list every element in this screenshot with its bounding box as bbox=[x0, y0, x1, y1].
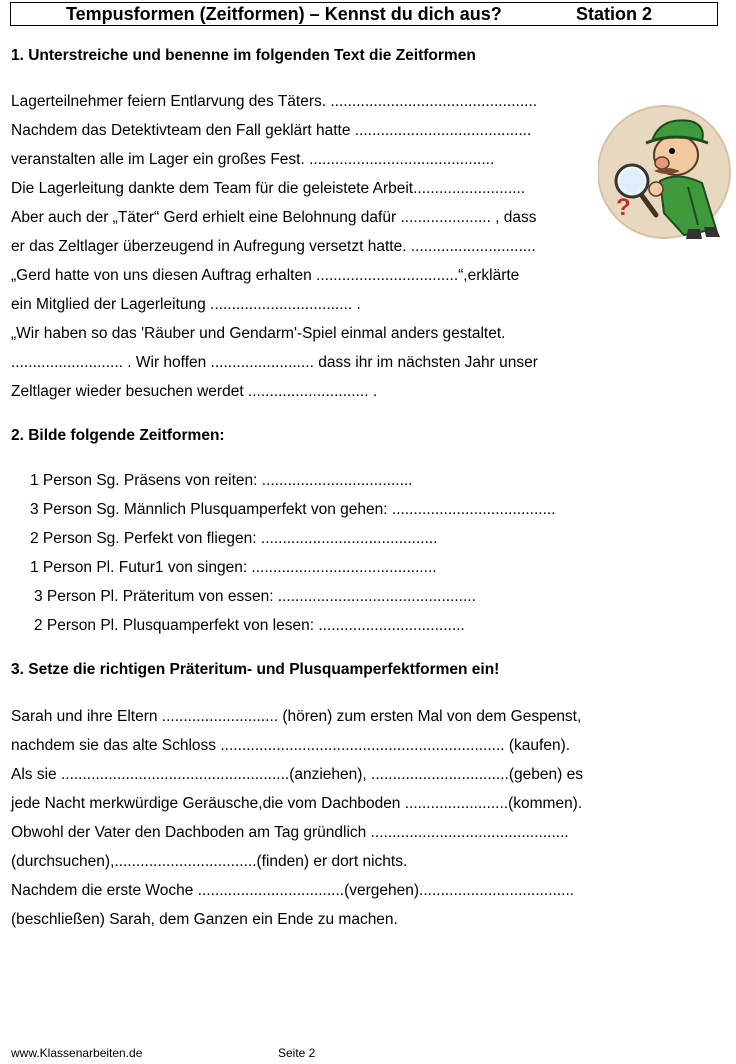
task1-line: Zeltlager wieder besuchen werdet ............................ . bbox=[11, 383, 378, 400]
task2-line: 2 Person Sg. Perfekt von fliegen: ......................................... bbox=[30, 530, 438, 547]
task3-line: (beschließen) Sarah, dem Ganzen ein Ende zu machen. bbox=[11, 911, 398, 928]
task3-line: jede Nacht merkwürdige Geräusche,die vom Dachboden ........................(kommen). bbox=[11, 795, 583, 812]
task1-line: .......................... . Wir hoffen ........................ dass ihr im nächsten Jahr unser bbox=[11, 354, 538, 371]
task1-line: „Wir haben so das 'Räuber und Gendarm'-Spiel einmal anders gestaltet. bbox=[11, 325, 506, 342]
detective-illustration bbox=[598, 103, 732, 241]
question-mark-glyph: ? bbox=[616, 194, 631, 221]
task3-line: (durchsuchen),.................................(finden) er dort nichts. bbox=[11, 853, 408, 870]
task1-line: veranstalten alle im Lager ein großes Fest. ........................................... bbox=[11, 151, 495, 168]
task3-line: Sarah und ihre Eltern ........................... (hören) zum ersten Mal von dem Gespenst, bbox=[11, 708, 582, 725]
task2-line: 1 Person Sg. Präsens von reiten: ................................... bbox=[30, 472, 413, 489]
detective-magnifier-icon bbox=[598, 103, 732, 241]
task2-heading: 2. Bilde folgende Zeitformen: bbox=[11, 427, 225, 444]
footer-page-number: Seite 2 bbox=[278, 1046, 316, 1060]
task3-line: Als sie .....................................................(anziehen), ................................(geben) es bbox=[11, 766, 583, 783]
task2-line: 2 Person Pl. Plusquamperfekt von lesen: .................................. bbox=[34, 617, 465, 634]
task2-line: 3 Person Pl. Präteritum von essen: .............................................. bbox=[34, 588, 476, 605]
station-label: Station 2 bbox=[576, 4, 653, 24]
task1-line: Lagerteilnehmer feiern Entlarvung des Täters. ................................................ bbox=[11, 93, 538, 110]
task1-line: „Gerd hatte von uns diesen Auftrag erhalten .................................“,erklärte bbox=[11, 267, 520, 284]
page-header bbox=[10, 2, 718, 26]
task2-line: 1 Person Pl. Futur1 von singen: ........................................... bbox=[30, 559, 437, 576]
task3-line: Obwohl der Vater den Dachboden am Tag gründlich .............................................. bbox=[11, 824, 569, 841]
task3-heading: 3. Setze die richtigen Präteritum- und Plusquamperfektformen ein! bbox=[11, 661, 500, 678]
task1-heading: 1. Unterstreiche und benenne im folgenden Text die Zeitformen bbox=[11, 47, 476, 64]
footer-website: www.Klassenarbeiten.de bbox=[11, 1046, 143, 1060]
page-title: Tempusformen (Zeitformen) – Kennst du dich aus? bbox=[66, 4, 502, 24]
task2-line: 3 Person Sg. Männlich Plusquamperfekt von gehen: ...................................... bbox=[30, 501, 556, 518]
task1-line: er das Zeltlager überzeugend in Aufregung versetzt hatte. ............................. bbox=[11, 238, 536, 255]
task1-line: Nachdem das Detektivteam den Fall geklärt hatte ......................................... bbox=[11, 122, 532, 139]
task1-line: ein Mitglied der Lagerleitung ................................. . bbox=[11, 296, 361, 313]
task1-line: Die Lagerleitung dankte dem Team für die geleistete Arbeit.......................... bbox=[11, 180, 526, 197]
task3-line: nachdem sie das alte Schloss .................................................................. (kaufen). bbox=[11, 737, 571, 754]
task3-line: Nachdem die erste Woche ..................................(vergehen).................................... bbox=[11, 882, 575, 899]
task1-line: Aber auch der „Täter“ Gerd erhielt eine Belohnung dafür ..................... , dass bbox=[11, 209, 537, 226]
